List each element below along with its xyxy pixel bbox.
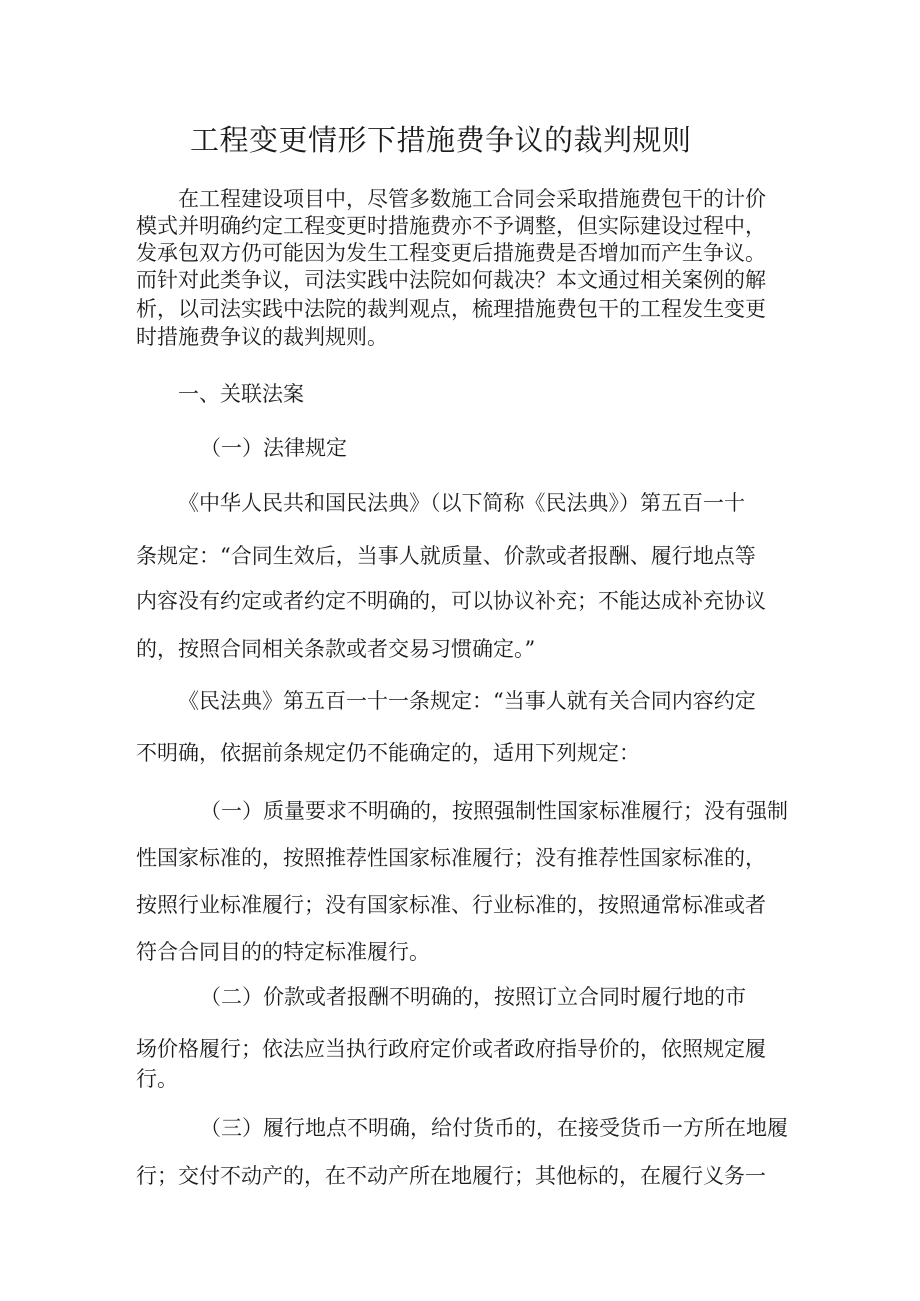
intro-line: 而针对此类争议，司法实践中法院如何裁决？本文通过相关案例的解 [136,268,766,292]
article-511-line: 《民法典》第五百一十一条规定：“当事人就有关合同内容约定 [178,689,756,713]
intro-line: 析，以司法实践中法院的裁判观点，梳理措施费包干的工程发生变更 [136,297,766,321]
item-2-line: 场价格履行；依法应当执行政府定价或者政府指导价的，依照规定履 [136,1037,766,1061]
intro-line: 时措施费争议的裁判规则。 [136,325,388,349]
article-510-line: 的，按照合同相关条款或者交易习惯确定。” [136,637,536,661]
item-3-line: （三）履行地点不明确，给付货币的，在接受货币一方所在地履 [200,1116,788,1140]
article-510-line: 条规定：“合同生效后，当事人就质量、价款或者报酬、履行地点等 [136,544,756,568]
intro-line: 在工程建设项目中，尽管多数施工合同会采取措施费包干的计价 [178,187,766,211]
intro-line: 发承包双方仍可能因为发生工程变更后措施费是否增加而产生争议。 [136,241,766,265]
item-2-line: （二）价款或者报酬不明确的，按照订立合同时履行地的市 [200,985,746,1009]
document-title: 工程变更情形下措施费争议的裁判规则 [190,123,692,157]
item-2-line: 行。 [136,1067,178,1091]
intro-line: 模式并明确约定工程变更时措施费亦不予调整，但实际建设过程中， [136,214,766,238]
item-1-line: 符合合同目的的特定标准履行。 [136,940,430,964]
item-3-line: 行；交付不动产的，在不动产所在地履行；其他标的，在履行义务一 [136,1164,766,1188]
item-1-line: （一）质量要求不明确的，按照强制性国家标准履行；没有强制 [200,799,788,823]
item-1-line: 按照行业标准履行；没有国家标准、行业标准的，按照通常标准或者 [136,893,766,917]
article-511-line: 不明确，依据前条规定仍不能确定的，适用下列规定： [136,741,640,765]
subsection-heading: （一）法律规定 [200,436,347,460]
article-510-line: 《中华人民共和国民法典》（以下简称《民法典》）第五百一十 [178,491,745,515]
item-1-line: 性国家标准的，按照推荐性国家标准履行；没有推荐性国家标准的， [136,846,766,870]
section-heading: 一、关联法案 [178,382,304,406]
article-510-line: 内容没有约定或者约定不明确的，可以协议补充；不能达成补充协议 [136,589,766,613]
